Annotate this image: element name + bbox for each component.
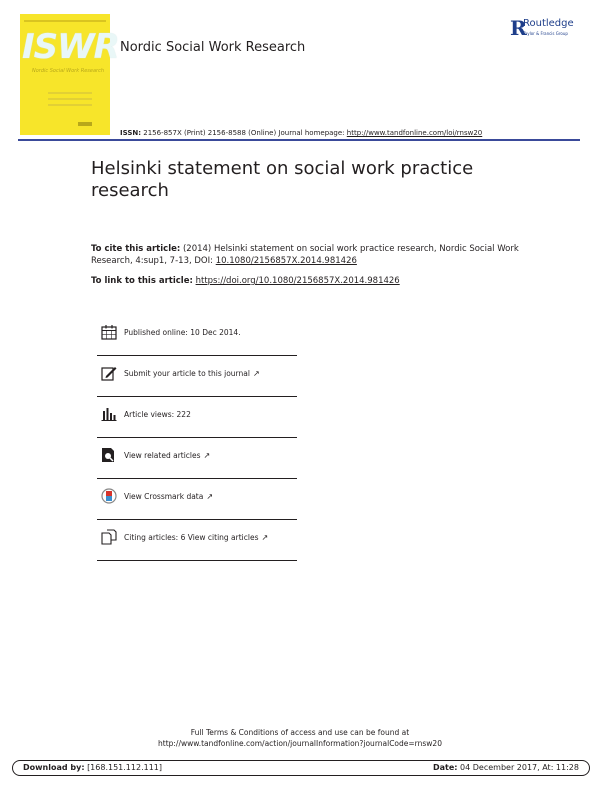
related-articles-link[interactable]	[124, 451, 210, 460]
link-label: To link to this article:	[91, 276, 193, 286]
crossmark-icon	[101, 488, 117, 504]
external-link-icon: ↗	[252, 369, 260, 378]
cover-decoration	[24, 20, 106, 22]
article-url-link[interactable]: https://doi.org/10.1080/2156857X.2014.981426	[195, 276, 400, 286]
published-row	[97, 315, 297, 356]
journal-homepage-link[interactable]: http://www.tandfonline.com/loi/rnsw20	[346, 129, 483, 137]
submit-article-row[interactable]	[97, 356, 297, 397]
cover-decoration-lines	[48, 92, 92, 110]
cover-title: ISWR	[22, 27, 119, 67]
article-link-block	[91, 275, 561, 287]
citation-block	[91, 243, 561, 267]
download-date	[433, 763, 579, 772]
terms-notice	[0, 727, 600, 749]
external-link-icon: ↗	[206, 492, 214, 501]
article-views-text: Article views: 222	[124, 410, 191, 419]
terms-url-link[interactable]: http://www.tandfonline.com/action/journalInformation?journalCode=rnsw20	[158, 739, 442, 748]
issn-label: ISSN:	[120, 129, 142, 137]
downloaded-by-label: Download by:	[23, 763, 85, 772]
article-views-row	[97, 397, 297, 438]
terms-line-1: Full Terms & Conditions of access and use can be found at	[190, 728, 410, 737]
bar-chart-icon	[101, 406, 117, 422]
external-link-icon: ↗	[203, 451, 211, 460]
related-articles-row[interactable]	[97, 438, 297, 479]
pencil-edit-icon	[101, 365, 117, 381]
journal-cover-image	[20, 14, 119, 135]
crossmark-link[interactable]	[124, 492, 213, 501]
citing-articles-row[interactable]	[97, 520, 297, 561]
download-date-value: 04 December 2017, At: 11:28	[460, 763, 579, 772]
article-title: Helsinki statement on social work practice research	[91, 158, 474, 201]
downloaded-by-value: [168.151.112.111]	[87, 763, 163, 772]
routledge-logo-icon: R	[510, 16, 527, 40]
download-date-label: Date:	[432, 763, 458, 772]
article-info-list	[97, 315, 297, 561]
routledge-logo	[510, 17, 585, 41]
downloaded-by	[23, 763, 162, 772]
search-document-icon	[101, 447, 117, 463]
external-link-icon: ↗	[261, 533, 269, 542]
citing-articles-link[interactable]	[124, 533, 268, 542]
doi-link[interactable]: 10.1080/2156857X.2014.981426	[215, 256, 357, 266]
published-date-text: Published online: 10 Dec 2014.	[124, 328, 241, 337]
header-divider	[18, 139, 580, 141]
submit-article-link[interactable]	[124, 369, 260, 378]
crossmark-row[interactable]	[97, 479, 297, 520]
cite-label: To cite this article:	[91, 244, 181, 254]
submit-article-label: Submit your article to this journal	[124, 369, 250, 378]
publisher-name: Routledge	[523, 18, 574, 29]
download-info-bar	[12, 760, 590, 776]
citing-articles-label: Citing articles: 6 View citing articles	[124, 533, 259, 542]
citing-documents-icon	[101, 529, 117, 545]
cite-text: (2014) Helsinki statement on social work practice research, Nordic Social Work Research, 4:sup1, 7-13, DOI:	[91, 244, 519, 266]
issn-line	[120, 129, 482, 137]
cover-publisher-mark	[78, 122, 92, 126]
publisher-tagline: Taylor & Francis Group	[523, 31, 568, 36]
related-articles-label: View related articles	[124, 451, 201, 460]
issn-text: 2156-857X (Print) 2156-8588 (Online) Journal homepage:	[143, 129, 345, 137]
calendar-icon	[101, 324, 117, 340]
cover-subtitle: Nordic Social Work Research	[32, 68, 104, 74]
crossmark-label: View Crossmark data	[124, 492, 204, 501]
journal-name: Nordic Social Work Research	[120, 40, 306, 55]
